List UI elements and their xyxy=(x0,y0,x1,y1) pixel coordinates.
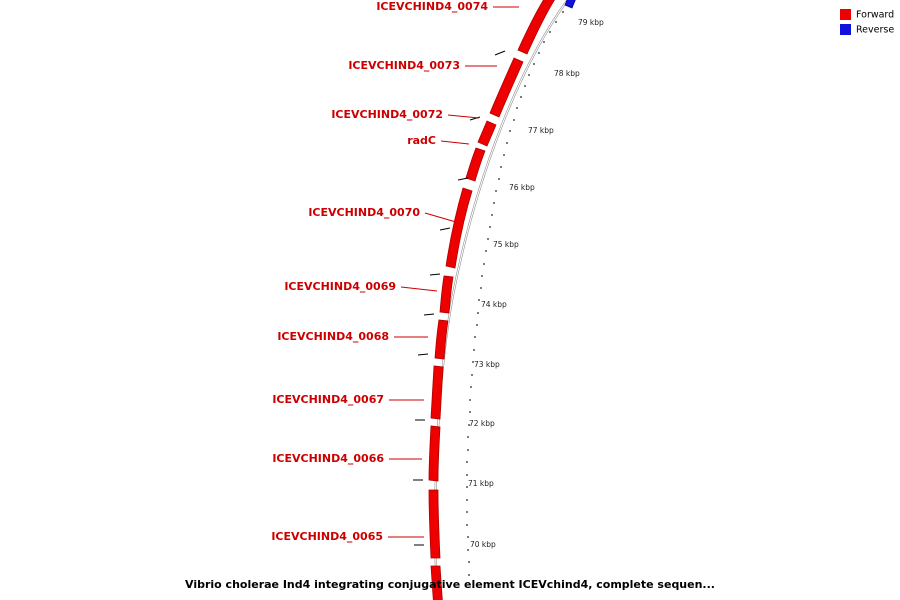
ruler-labels xyxy=(468,18,604,549)
ruler-label-70kbp: 70 kbp xyxy=(470,540,496,549)
ruler-label-75kbp: 75 kbp xyxy=(493,240,519,249)
ruler-label-74kbp: 74 kbp xyxy=(481,300,507,309)
ruler-label-76kbp: 76 kbp xyxy=(509,183,535,192)
legend-label-forward: Forward xyxy=(856,9,895,21)
leader-0069 xyxy=(401,287,437,291)
leader-0070 xyxy=(425,213,456,222)
ruler-label-78kbp: 78 kbp xyxy=(554,69,580,78)
ruler-label-71kbp: 71 kbp xyxy=(468,479,494,488)
gene-label-0074[interactable]: ICEVCHIND4_0074 xyxy=(376,0,488,13)
gene-label-0069[interactable]: ICEVCHIND4_0069 xyxy=(284,280,396,293)
feature-0066[interactable] xyxy=(429,426,440,481)
legend[interactable] xyxy=(840,9,894,36)
ruler-label-73kbp: 73 kbp xyxy=(474,360,500,369)
leader-0072 xyxy=(448,115,479,118)
feature-0065[interactable] xyxy=(429,490,440,558)
feature-0068[interactable] xyxy=(435,320,448,359)
gene-label-0066[interactable]: ICEVCHIND4_0066 xyxy=(272,452,384,465)
gene-label-0068[interactable]: ICEVCHIND4_0068 xyxy=(277,330,389,343)
gene-label-0072[interactable]: ICEVCHIND4_0072 xyxy=(331,108,443,121)
feature-0067[interactable] xyxy=(431,366,443,419)
feature-radC[interactable] xyxy=(466,148,485,181)
ruler-label-79kbp: 79 kbp xyxy=(578,18,604,27)
gene-label-0070[interactable]: ICEVCHIND4_0070 xyxy=(308,206,420,219)
gene-label-0073[interactable]: ICEVCHIND4_0073 xyxy=(348,59,460,72)
legend-label-reverse: Reverse xyxy=(856,24,895,36)
legend-swatch-reverse xyxy=(840,24,851,35)
legend-swatch-forward xyxy=(840,9,851,20)
ruler-label-77kbp: 77 kbp xyxy=(528,126,554,135)
gene-label-0067[interactable]: ICEVCHIND4_0067 xyxy=(272,393,384,406)
gene-label-radC[interactable]: radC xyxy=(407,134,436,147)
map-caption: Vibrio cholerae Ind4 integrating conjugative element ICEVchind4, complete sequen... xyxy=(185,578,715,591)
feature-0072[interactable] xyxy=(478,121,496,146)
gene-labels[interactable] xyxy=(271,0,488,543)
gene-label-0065[interactable]: ICEVCHIND4_0065 xyxy=(271,530,383,543)
leader-radC xyxy=(441,141,469,144)
gene-leader-lines xyxy=(388,7,519,537)
feature-reverse-top[interactable] xyxy=(565,0,578,8)
ruler-label-72kbp: 72 kbp xyxy=(469,419,495,428)
